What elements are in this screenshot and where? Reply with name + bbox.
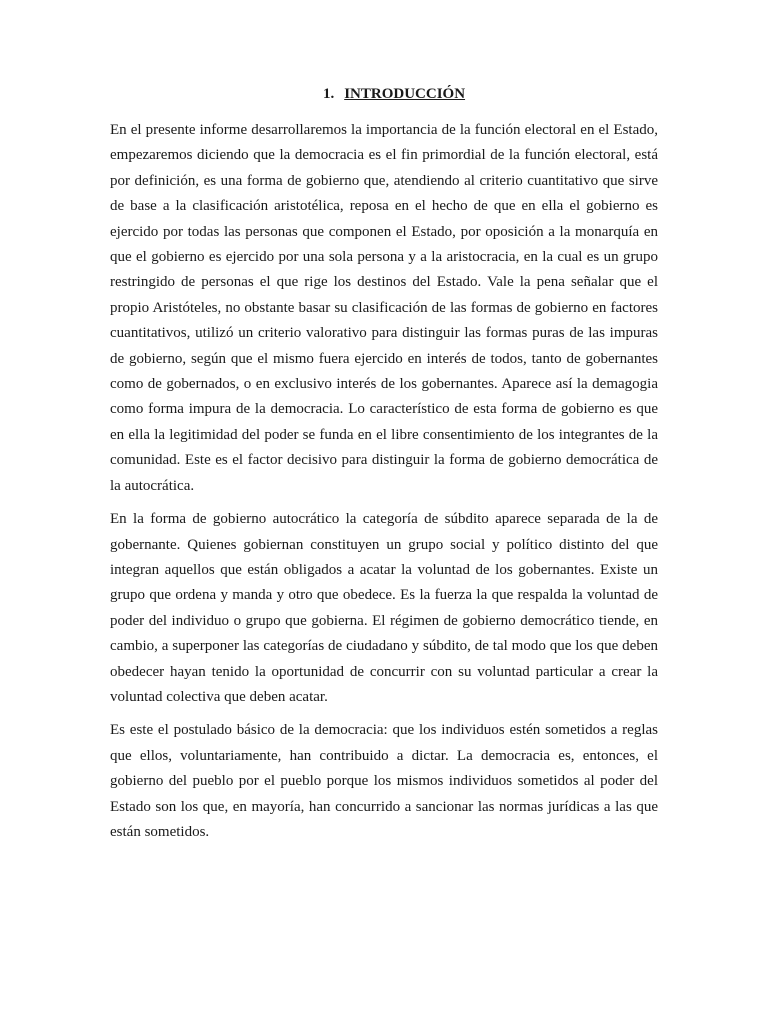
section-title: INTRODUCCIÓN (344, 86, 466, 102)
section-number: 1. (322, 86, 335, 102)
body-text (110, 118, 658, 853)
paragraph-2: En la forma de gobierno autocrático la categoría de súbdito aparece separada de la de gobernante. Quienes gobiernan constituyen un grupo social y político distinto del que integran aquellos que están obligados a acatar la voluntad de los gobernantes. Existe un grupo que ordena y manda y otro que obedece. Es la fuerza la que respalda la voluntad de poder del individuo o grupo que gobierna. El régimen de gobierno democrático tiende, en cambio, a superponer las categorías de ciudadano y súbdito, de tal modo que los que deben obedecer hayan tenido la oportunidad de concurrir con su voluntad particular a crear la voluntad colectiva que deben acatar. (110, 511, 658, 705)
paragraph-3: Es este el postulado básico de la democracia: que los individuos estén sometidos a reglas que ellos, voluntariamente, han contribuido a dictar. La democracia es, entonces, el gobierno del pueblo por el pueblo porque los mismos individuos sometidos al poder del Estado son los que, en mayoría, han concurrido a sancionar las normas jurídicas a las que están sometidos. (110, 722, 658, 840)
section-heading (0, 84, 768, 104)
paragraph-1: En el presente informe desarrollaremos la importancia de la función electoral en el Estado, empezaremos diciendo que la democracia es el fin primordial de la función electoral, está por definición, es una forma de gobierno que, atendiendo al criterio cuantitativo que sirve de base a la clasificación aristotélica, reposa en el hecho de que en ella el gobierno es ejercido por todas las personas que componen el Estado, por oposición a la monarquía en que el gobierno es ejercido por una sola persona y a la aristocracia, en la cual es un grupo restringido de personas el que rige los destinos del Estado. Vale la pena señalar que el propio Aristóteles, no obstante basar su clasificación de las formas de gobierno en factores cuantitativos, utilizó un criterio valorativo para distinguir las formas puras de las impuras de gobierno, según que el mismo fuera ejercido en interés de todos, tanto de gobernantes como de gobernados, o en exclusivo interés de los gobernantes. Aparece así la demagogia como forma impura de la democracia. Lo característico de esta forma de gobierno es que en ella la legitimidad del poder se funda en el libre consentimiento de los integrantes de la comunidad. Este es el factor decisivo para distinguir la forma de gobierno democrática de la autocrática. (110, 122, 658, 494)
